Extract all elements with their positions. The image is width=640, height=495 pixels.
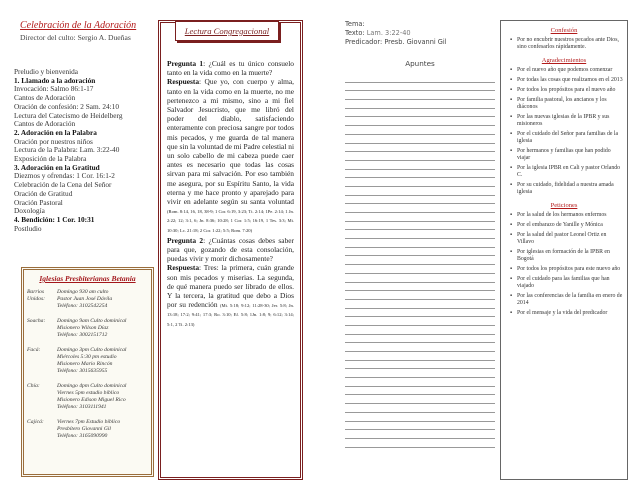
petitions-title: Peticiones: [550, 202, 578, 209]
note-line: [345, 126, 495, 135]
notes-heading: Apuntes: [405, 59, 435, 68]
director-line: Director del culto: Sergio A. Dueñas: [20, 33, 131, 42]
catechism-qa: [167, 59, 294, 328]
prayer-item-text: Por el embarazo de Yanille y Mónica: [517, 222, 603, 228]
order-item: Oración de confesión: 2 Sam. 24:10: [14, 101, 119, 111]
prayer-item: [505, 148, 623, 162]
prayer-item-text: Por la iglesia IPBR en Cali y pastor Orlando C.: [517, 165, 621, 178]
church-entry: [27, 347, 148, 375]
order-item: Lectura de la Palabra: Lam. 3:22-40: [14, 145, 120, 155]
prayer-item-text: Por no encubrir nuestros pecados ante Dios, sino confesarlos rápidamente.: [517, 37, 619, 50]
prayer-panel: [500, 20, 628, 480]
order-item: Celebración de la Cena del Señor: [14, 180, 112, 190]
churches-box: [21, 267, 154, 477]
order-section-heading: 2. Adoración en la Palabra: [14, 127, 97, 137]
answer-2: Respuesta: Tres: la primera, cuán grande son mis pecados y miserias. La segunda, de qué manera puedo ser librado de ellos. Y la tercera, la gratitud que debo a Dios por su redención (Mt. 5:18; 9:12; 11:28-30; Jer. 5:8; Jn. 13:18; 17:2; 9:41; 17:3; Ro. 3:10; Ef. 5:8; 1Jn. 1:8; 9; 6:12; 3:14; 5:1, 2 Ti. 2:13): [167, 263, 294, 327]
petitions-list: [505, 212, 623, 317]
bullet-icon: ▪: [509, 77, 513, 83]
church-detail-line: Viernes 5pm estudio bíblico: [57, 390, 120, 396]
congregational-reading-panel: [158, 20, 303, 480]
order-item: Cantos de Adoración: [14, 93, 76, 103]
church-detail-line: Teléfono: 3103111941: [57, 404, 107, 410]
note-line: [345, 343, 495, 352]
note-line: [345, 404, 495, 413]
prayer-item: [505, 276, 623, 290]
prayer-item-text: Por iglesias en formación de la IPBR en Bogotá: [517, 249, 610, 262]
confession-title: Confesión: [550, 27, 578, 34]
bullet-icon: ▪: [509, 232, 513, 238]
prayer-item: [505, 293, 623, 307]
confession-list: [505, 37, 623, 51]
bullet-icon: ▪: [509, 266, 513, 272]
note-line: [345, 239, 495, 248]
prayer-item-text: Por todos los propósitos para el nuevo año: [517, 87, 616, 93]
note-line: [345, 430, 495, 439]
church-place: Barrios Unidos:: [27, 289, 46, 302]
note-line: [345, 161, 495, 170]
order-item: Diezmos y ofrendas: 1 Cor. 16:1-2: [14, 171, 115, 181]
note-line: [345, 135, 495, 144]
note-line: [345, 326, 495, 335]
bullet-icon: ▪: [509, 249, 513, 255]
prayer-item: [505, 165, 623, 179]
order-item: Cantos de Adoración: [14, 119, 76, 129]
prayer-item-text: Por familia pastoral, los ancianos y los diáconos: [517, 97, 607, 110]
bullet-icon: ▪: [509, 182, 513, 188]
prayer-item-text: Por el nuevo año que podemos comenzar: [517, 67, 613, 73]
answer-2-refs: (Mt. 5:18; 9:12; 11:28-30; Jer. 5:8; Jn. 13:18; 17:2; 9:41; 17:3; Ro. 3:10; Ef. 5:8; 1Jn. 1:8; 9; 6:12; 3:14; 5:1, 2 Ti. 2:13): [167, 303, 294, 327]
order-item: Doxología: [14, 206, 45, 216]
order-item: Exposición de la Palabra: [14, 154, 87, 164]
note-line: [345, 317, 495, 326]
reading-title: Lectura Congregacional: [175, 21, 279, 41]
note-line: [345, 196, 495, 205]
note-line: [345, 74, 495, 83]
order-item: Lectura del Catecismo de Heidelberg: [14, 110, 123, 120]
prayer-item-text: Por las nuevas iglesias de la IPBR y sus misioneros: [517, 114, 610, 127]
prayer-item: [505, 232, 623, 246]
prayer-item: [505, 87, 623, 94]
church-detail-line: Teléfono: 3165090990: [57, 433, 108, 439]
church-entry: [27, 318, 148, 339]
note-line: [345, 265, 495, 274]
note-line: [345, 222, 495, 231]
church-details: [57, 383, 126, 411]
answer-1: Respuesta: Que yo, con cuerpo y alma, tanto en la vida como en la muerte, no me pertenezco a mi mismo, sino a mi fiel Salvador Jesucristo, que me libró del poder del diablo, satisfaciendo enteramente con preciosa sangre por todos mis pecados, y me guarda de tal manera que sin la voluntad de mi Padre celestial ni un solo cabello de mi cabeza puede caer antes es necesario que todas las cosas sirvan para mi salvación. Por eso también me asegura, por su Espíritu Santo, la vida eterna y me hace pronto y aparejado para vivir en adelante según su santa voluntad (Rom. 8:14, 16, 18, 38-9; 1 Cor. 6:19, 3:23; Tt. 2:14; 1Pe. 2:14; 1 Jn. 2:22; 12; 3:1, 6; Jn. 8:36; 10:28; 1 Cor. 1:5; 16:19, 1 Tes. 3:3; Mt. 10:30; Lc. 21:18; 2 Cor. 1:22; 5:5; Rom. 7:20): [167, 77, 294, 233]
prayer-item-text: Por el cuidado del Señor para familias de la iglesia: [517, 131, 619, 144]
church-detail-line: Pastor Juan José Dávila: [57, 296, 113, 302]
note-line: [345, 413, 495, 422]
church-detail-line: Domingo 9am Culto dominical: [57, 318, 127, 324]
note-line: [345, 283, 495, 292]
church-details: [57, 347, 126, 375]
answer-1-refs: (Rom. 8:14, 16, 18, 38-9; 1 Cor. 6:19, 3:23; Tt. 2:14; 1Pe. 2:14; 1 Jn. 2:22; 12; 3:1, 6; Jn. 8:36; 10:28; 1 Cor. 1:5; 16:19, 1 Tes. 3:3; Mt. 10:30; Lc. 21:18; 2 Cor. 1:22; 5:5; Rom. 7:20): [167, 209, 294, 233]
order-section-heading: 3. Adoración en la Gratitud: [14, 162, 100, 172]
prayer-item: [505, 222, 623, 229]
note-line: [345, 83, 495, 92]
note-line: [345, 117, 495, 126]
bullet-icon: ▪: [509, 212, 513, 218]
note-line: [345, 422, 495, 431]
church-entry: [27, 419, 148, 440]
thanks-list: [505, 67, 623, 196]
prayer-item: [505, 131, 623, 145]
note-line: [345, 100, 495, 109]
note-line: [345, 291, 495, 300]
prayer-item: [505, 249, 623, 263]
note-line: [345, 230, 495, 239]
church-place: Facá:: [27, 347, 41, 353]
church-detail-line: Miércoles 5:30 pm estudio: [57, 354, 117, 360]
order-item: Postludio: [14, 223, 42, 233]
note-line: [345, 144, 495, 153]
prayer-item-text: Por las conferencias de la familia en enero de 2014: [517, 293, 623, 306]
order-section-heading: 4. Bendición: 1 Cor. 10:31: [14, 214, 95, 224]
bullet-icon: ▪: [509, 37, 513, 43]
prayer-item: [505, 212, 623, 219]
order-section-heading: 1. Llamado a la adoración: [14, 75, 96, 85]
note-line: [345, 152, 495, 161]
note-line: [345, 91, 495, 100]
note-line: [345, 248, 495, 257]
order-item: Invocación: Salmo 86:1-17: [14, 84, 94, 94]
bullet-icon: ▪: [509, 67, 513, 73]
note-line: [345, 300, 495, 309]
sermon-texto: Texto: Lam. 3:22-40: [345, 29, 411, 37]
note-line: [345, 395, 495, 404]
note-line: [345, 361, 495, 370]
church-details: [57, 318, 126, 339]
note-line: [345, 439, 495, 448]
church-detail-line: Misionero Wilson Díaz: [57, 325, 109, 331]
note-line: [345, 109, 495, 118]
church-detail-line: Teléfono: 3002151712: [57, 332, 108, 338]
church-place: Chía:: [27, 383, 40, 389]
sermon-predicador: Predicador: Presb. Giovanni Gil: [345, 38, 447, 46]
note-line: [345, 274, 495, 283]
note-line: [345, 213, 495, 222]
sermon-notes-panel: [345, 20, 495, 480]
bullet-icon: ▪: [509, 131, 513, 137]
bullet-icon: ▪: [509, 148, 513, 154]
church-detail-line: Presbítero Giovanni Gil: [57, 426, 111, 432]
order-item: Oración de Gratitud: [14, 188, 73, 198]
bullet-icon: ▪: [509, 114, 513, 120]
note-line: [345, 187, 495, 196]
church-detail-line: Viernes 7pm Estudio bíblico: [57, 419, 121, 425]
note-line: [345, 378, 495, 387]
prayer-item: [505, 182, 623, 196]
prayer-item-text: Por todas las cosas que realizamos en el 2013: [517, 77, 623, 83]
note-line: [345, 387, 495, 396]
order-item: Preludio y bienvenida: [14, 67, 79, 76]
order-item: Oración Pastoral: [14, 197, 63, 207]
church-detail-line: Domingo 3pm Culto dominical: [57, 347, 127, 353]
church-details: [57, 289, 112, 310]
note-line: [345, 309, 495, 318]
church-detail-line: Misionero Mario Rincón: [57, 361, 113, 367]
note-line: [345, 170, 495, 179]
celebration-title: Celebración de la Adoración: [20, 20, 137, 31]
prayer-item-text: Por la salud de los hermanos enfermos: [517, 212, 607, 218]
worship-order-panel: [14, 20, 154, 480]
note-line: [345, 178, 495, 187]
prayer-item-text: Por hermanos y familias que han podido viajar: [517, 148, 611, 161]
bullet-icon: ▪: [509, 97, 513, 103]
churches-title: Iglesias Presbiterianas Betania: [39, 274, 136, 283]
note-line: [345, 256, 495, 265]
church-detail-line: Domingo 4pm Culto dominical: [57, 383, 127, 389]
church-place: Cajicá:: [27, 419, 44, 425]
note-lines: [345, 74, 495, 448]
bullet-icon: ▪: [509, 222, 513, 228]
bullet-icon: ▪: [509, 165, 513, 171]
question-2: Pregunta 2: ¿Cuántas cosas debes saber para que, gozando de esta consolación, puedas vivir y morir dichosamente?: [167, 235, 295, 264]
church-entry: [27, 289, 148, 310]
note-line: [345, 335, 495, 344]
prayer-item: [505, 114, 623, 128]
bullet-icon: ▪: [509, 276, 513, 282]
bullet-icon: ▪: [509, 310, 513, 316]
prayer-item: [505, 77, 623, 84]
church-detail-line: Teléfono: 3015635955: [57, 368, 108, 374]
question-1: Pregunta 1: ¿Cuál es tu único consuelo tanto en la vida como en la muerte?: [167, 59, 294, 78]
bullet-icon: ▪: [509, 293, 513, 299]
sermon-tema: Tema:: [345, 20, 365, 28]
church-detail-line: Teléfono: 3102542254: [57, 303, 108, 309]
thanks-title: Agradecimientos: [541, 57, 587, 64]
note-line: [345, 352, 495, 361]
prayer-item-text: Por la salud del pastor Leonel Ortiz en Villavo: [517, 232, 607, 245]
prayer-item: [505, 310, 623, 317]
church-list: [27, 289, 148, 440]
prayer-item: [505, 97, 623, 111]
prayer-item-text: Por todos los propósitos para este nuevo año: [517, 266, 621, 272]
church-detail-line: Misionero Edison Miguel Rico: [57, 397, 126, 403]
church-detail-line: Domingo 930 am culto: [57, 289, 109, 295]
order-list: [14, 68, 154, 233]
prayer-item-text: Por el mensaje y la vida del predicador: [517, 310, 608, 316]
prayer-item-text: Por el cuidado para las familias que han viajado: [517, 276, 610, 289]
note-line: [345, 204, 495, 213]
prayer-item: [505, 67, 623, 74]
prayer-item: [505, 37, 623, 51]
church-entry: [27, 383, 148, 411]
prayer-item-text: Por su cuidado, fidelidad a nuestra amada iglesia: [517, 182, 614, 195]
church-place: Soacha:: [27, 318, 46, 324]
bullet-icon: ▪: [509, 87, 513, 93]
note-line: [345, 369, 495, 378]
prayer-item: [505, 266, 623, 273]
church-details: [57, 419, 120, 440]
order-item: Oración por nuestros niños: [14, 136, 93, 146]
